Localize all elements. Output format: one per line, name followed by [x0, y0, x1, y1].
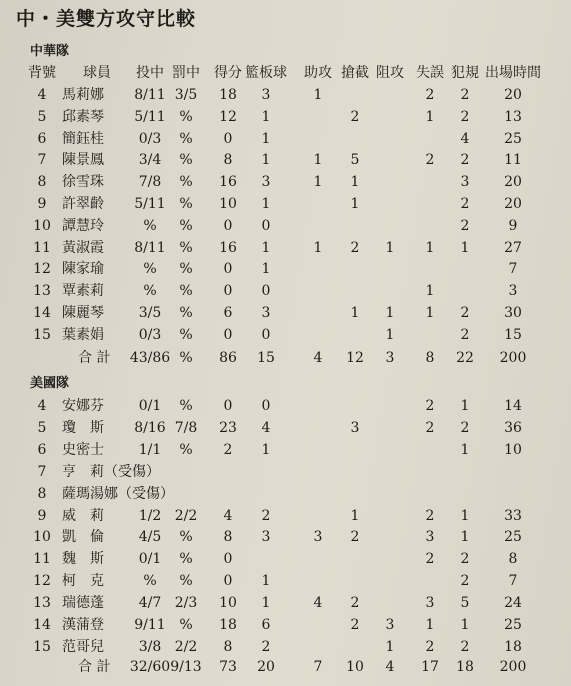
stat-ft: % — [179, 108, 193, 125]
stat-rebounds: 1 — [261, 261, 271, 278]
stat-minutes: 8 — [508, 551, 518, 568]
stat-blocks: 1 — [385, 326, 395, 343]
stat-number: 8 — [37, 485, 47, 502]
stat-assists: 3 — [313, 529, 323, 546]
stat-fouls: 5 — [460, 595, 470, 612]
stat-number: 9 — [37, 196, 47, 212]
total-minutes: 200 — [499, 350, 527, 366]
stat-ft: % — [179, 617, 193, 633]
total-assists: 7 — [313, 659, 323, 675]
stat-turnovers: 2 — [425, 419, 435, 436]
header-made: 投中 — [136, 65, 164, 81]
header-assists: 助攻 — [304, 65, 332, 81]
stat-fouls: 2 — [460, 573, 470, 590]
total-blocks: 3 — [385, 350, 395, 366]
player-name: 瑞德蓬 — [62, 595, 104, 612]
stat-rebounds: 1 — [261, 152, 271, 169]
total-label: 合 計 — [78, 350, 111, 366]
stat-points: 8 — [223, 152, 233, 169]
player-row — [0, 417, 571, 439]
stat-made: 1/1 — [138, 441, 162, 458]
stat-made: % — [143, 261, 157, 278]
stat-number: 5 — [37, 419, 47, 436]
stat-number: 13 — [33, 283, 51, 300]
stat-fouls: 2 — [460, 419, 470, 436]
player-name: 葉素娟 — [62, 326, 104, 343]
team-label: 美國隊 — [30, 376, 70, 391]
total-points: 73 — [219, 659, 237, 675]
total-row — [0, 656, 571, 678]
player-row — [0, 548, 571, 570]
total-ft: 9/13 — [170, 659, 202, 675]
player-name: 陳景鳳 — [62, 152, 104, 169]
stat-made: 7/8 — [138, 174, 162, 191]
stat-rebounds: 3 — [261, 174, 271, 191]
stat-made: 3/4 — [138, 152, 162, 169]
stat-fouls: 1 — [460, 398, 470, 414]
stat-rebounds: 1 — [261, 196, 271, 212]
header-number: 背號 — [28, 65, 56, 81]
player-row — [0, 526, 571, 548]
stat-blocks: 3 — [385, 617, 395, 633]
stat-made: 5/11 — [134, 108, 166, 125]
stat-points: 10 — [219, 595, 237, 612]
player-row — [0, 461, 571, 483]
stat-turnovers: 2 — [425, 551, 435, 568]
player-row — [0, 395, 571, 417]
stat-points: 18 — [219, 87, 237, 103]
stat-points: 8 — [223, 529, 233, 546]
header-ft: 罰中 — [172, 65, 200, 81]
stat-made: 1/2 — [138, 507, 162, 524]
player-name: 黃淑霞 — [62, 239, 104, 256]
stat-blocks: 1 — [385, 638, 395, 655]
stat-fouls: 2 — [460, 108, 470, 125]
stat-points: 0 — [223, 398, 233, 414]
stat-minutes: 25 — [504, 529, 522, 546]
stat-made: 3/5 — [138, 305, 162, 321]
stat-minutes: 18 — [504, 638, 522, 655]
stat-rebounds: 1 — [261, 441, 271, 458]
player-name: 覃素莉 — [62, 283, 104, 300]
stat-rebounds: 0 — [261, 283, 271, 300]
stat-turnovers: 1 — [425, 305, 435, 321]
stat-minutes: 20 — [504, 174, 522, 191]
stat-fouls: 3 — [460, 174, 470, 191]
stat-minutes: 7 — [508, 573, 518, 590]
stat-turnovers: 2 — [425, 638, 435, 655]
stat-number: 12 — [33, 261, 51, 278]
team-label: 中華隊 — [30, 44, 70, 59]
stat-ft: % — [179, 217, 193, 234]
stat-fouls: 1 — [460, 507, 470, 524]
stat-made: 4/7 — [138, 595, 162, 612]
stat-made: 5/11 — [134, 196, 166, 212]
stat-rebounds: 6 — [261, 617, 271, 633]
stat-made: % — [143, 283, 157, 300]
total-points: 86 — [219, 350, 237, 366]
header-points: 得分 — [214, 65, 242, 81]
stat-points: 0 — [223, 551, 233, 568]
total-made: 32/60 — [129, 659, 171, 675]
stat-points: 8 — [223, 638, 233, 655]
stat-rebounds: 0 — [261, 217, 271, 234]
player-name: 馬莉娜 — [62, 87, 104, 103]
stat-made: 4/5 — [138, 529, 162, 546]
player-row — [0, 171, 571, 193]
stat-minutes: 33 — [504, 507, 522, 524]
total-rebounds: 20 — [257, 659, 275, 675]
stat-minutes: 14 — [504, 398, 522, 414]
player-row — [0, 149, 571, 171]
stat-fouls: 2 — [460, 326, 470, 343]
player-name: 柯 克 — [62, 573, 104, 590]
stat-ft: % — [179, 441, 193, 458]
stat-made: % — [143, 573, 157, 590]
total-rebounds: 15 — [257, 350, 275, 366]
stat-points: 0 — [223, 130, 233, 147]
stat-made: 0/3 — [138, 326, 162, 343]
player-row — [0, 280, 571, 302]
stat-rebounds: 3 — [261, 529, 271, 546]
stat-number: 7 — [37, 152, 47, 169]
table-header — [0, 62, 571, 84]
stat-turnovers: 1 — [425, 283, 435, 300]
stat-number: 10 — [33, 529, 51, 546]
stat-number: 15 — [33, 638, 51, 655]
total-fouls: 22 — [456, 350, 474, 366]
stat-turnovers: 1 — [425, 239, 435, 256]
stat-rebounds: 1 — [261, 573, 271, 590]
stat-made: 8/16 — [134, 419, 166, 436]
stat-number: 8 — [37, 174, 47, 191]
stat-made: 0/3 — [138, 130, 162, 147]
stat-assists: 1 — [313, 152, 323, 169]
stat-rebounds: 1 — [261, 239, 271, 256]
stat-number: 15 — [33, 326, 51, 343]
stat-minutes: 27 — [504, 239, 522, 256]
stat-ft: % — [179, 261, 193, 278]
stat-rebounds: 3 — [261, 87, 271, 103]
total-made: 43/86 — [129, 350, 171, 366]
stat-points: 16 — [219, 174, 237, 191]
stat-ft: % — [179, 305, 193, 321]
stat-minutes: 25 — [504, 130, 522, 147]
total-row — [0, 347, 571, 369]
stat-ft: 3/5 — [174, 87, 198, 103]
player-row — [0, 483, 571, 505]
header-player: 球員 — [83, 65, 111, 81]
stat-points: 6 — [223, 305, 233, 321]
stat-fouls: 1 — [460, 239, 470, 256]
player-name: 徐雪珠 — [62, 174, 104, 191]
stat-minutes: 24 — [504, 595, 522, 612]
stat-fouls: 2 — [460, 305, 470, 321]
stat-number: 9 — [37, 507, 47, 524]
stat-steals: 5 — [350, 152, 360, 169]
player-name: 史密士 — [62, 441, 104, 458]
player-name: 邱素琴 — [62, 108, 104, 125]
total-steals: 10 — [346, 659, 364, 675]
stat-made: 8/11 — [134, 87, 166, 103]
stat-ft: % — [179, 239, 193, 256]
stat-points: 0 — [223, 326, 233, 343]
page-title: 中・美雙方攻守比較 — [16, 8, 197, 30]
stat-ft: % — [179, 326, 193, 343]
stat-steals: 3 — [350, 419, 360, 436]
stat-points: 4 — [223, 507, 233, 524]
stat-rebounds: 2 — [261, 638, 271, 655]
stat-assists: 1 — [313, 174, 323, 191]
stat-minutes: 10 — [504, 441, 522, 458]
stat-points: 0 — [223, 261, 233, 278]
stat-minutes: 25 — [504, 617, 522, 633]
player-row — [0, 128, 571, 150]
stat-fouls: 1 — [460, 617, 470, 633]
player-row — [0, 505, 571, 527]
stat-made: 3/8 — [138, 638, 162, 655]
player-row — [0, 324, 571, 346]
stat-points: 16 — [219, 239, 237, 256]
stat-made: % — [143, 217, 157, 234]
stat-ft: % — [179, 529, 193, 546]
stat-number: 6 — [37, 441, 47, 458]
player-name: 許翠齡 — [62, 196, 104, 212]
stat-points: 23 — [219, 419, 237, 436]
stat-fouls: 2 — [460, 87, 470, 103]
stat-minutes: 30 — [504, 305, 522, 321]
stat-rebounds: 0 — [261, 398, 271, 414]
stat-fouls: 2 — [460, 152, 470, 169]
stat-number: 14 — [33, 617, 51, 633]
stat-fouls: 2 — [460, 551, 470, 568]
stat-points: 0 — [223, 573, 233, 590]
stat-assists: 1 — [313, 87, 323, 103]
stat-number: 13 — [33, 595, 51, 612]
total-assists: 4 — [313, 350, 323, 366]
player-row — [0, 237, 571, 259]
player-name: 威 莉 — [62, 507, 104, 524]
stat-points: 2 — [223, 441, 233, 458]
stat-made: 0/1 — [138, 551, 162, 568]
stat-ft: % — [179, 573, 193, 590]
stat-made: 8/11 — [134, 239, 166, 256]
total-turnovers: 17 — [421, 659, 439, 675]
total-label: 合 計 — [78, 659, 111, 675]
header-turnovers: 失誤 — [416, 65, 444, 81]
stat-turnovers: 2 — [425, 152, 435, 169]
total-steals: 12 — [346, 350, 364, 366]
stat-ft: % — [179, 398, 193, 414]
header-steals: 搶截 — [341, 65, 369, 81]
stat-made: 0/1 — [138, 398, 162, 414]
stat-rebounds: 0 — [261, 326, 271, 343]
stat-number: 11 — [33, 239, 51, 256]
player-name: 簡鈺桂 — [62, 130, 104, 147]
stat-turnovers: 2 — [425, 507, 435, 524]
stat-ft: % — [179, 283, 193, 300]
stat-minutes: 20 — [504, 87, 522, 103]
stat-number: 11 — [33, 551, 51, 568]
player-row — [0, 636, 571, 658]
stat-fouls: 2 — [460, 217, 470, 234]
stat-steals: 1 — [350, 174, 360, 191]
stat-rebounds: 3 — [261, 305, 271, 321]
stat-ft: % — [179, 130, 193, 147]
stat-ft: 2/2 — [174, 638, 198, 655]
header-blocks: 阻攻 — [376, 65, 404, 81]
stat-number: 4 — [37, 398, 47, 414]
stat-steals: 1 — [350, 305, 360, 321]
player-name: 魏 斯 — [62, 551, 104, 568]
total-fouls: 18 — [456, 659, 474, 675]
player-row — [0, 302, 571, 324]
player-name: 陳家瑜 — [62, 261, 104, 278]
total-minutes: 200 — [499, 659, 527, 675]
stat-minutes: 9 — [508, 217, 518, 234]
player-row — [0, 592, 571, 614]
stat-fouls: 2 — [460, 196, 470, 212]
stat-ft: 7/8 — [174, 419, 198, 436]
stat-ft: 2/3 — [174, 595, 198, 612]
stat-steals: 1 — [350, 507, 360, 524]
player-name: 譚慧玲 — [62, 217, 104, 234]
stat-ft: % — [179, 196, 193, 212]
stat-number: 12 — [33, 573, 51, 590]
player-name: 凱 倫 — [62, 529, 104, 546]
stat-minutes: 11 — [504, 152, 522, 169]
stat-assists: 4 — [313, 595, 323, 612]
stat-steals: 2 — [350, 595, 360, 612]
player-name: 亨 莉（受傷） — [62, 463, 160, 480]
stat-minutes: 36 — [504, 419, 522, 436]
stat-points: 10 — [219, 196, 237, 212]
stat-minutes: 3 — [508, 283, 518, 300]
stat-rebounds: 1 — [261, 108, 271, 125]
stat-ft: 2/2 — [174, 507, 198, 524]
stat-steals: 1 — [350, 196, 360, 212]
player-row — [0, 215, 571, 237]
stat-minutes: 7 — [508, 261, 518, 278]
stat-turnovers: 3 — [425, 595, 435, 612]
stat-fouls: 1 — [460, 441, 470, 458]
stat-blocks: 1 — [385, 239, 395, 256]
stat-rebounds: 1 — [261, 595, 271, 612]
player-name: 安娜芬 — [62, 398, 104, 414]
stat-minutes: 13 — [504, 108, 522, 125]
total-turnovers: 8 — [425, 350, 435, 366]
player-row — [0, 614, 571, 636]
stat-points: 12 — [219, 108, 237, 125]
total-blocks: 4 — [385, 659, 395, 675]
player-name: 范哥兒 — [62, 638, 104, 655]
stat-number: 5 — [37, 108, 47, 125]
stat-points: 0 — [223, 283, 233, 300]
stat-rebounds: 1 — [261, 130, 271, 147]
stat-rebounds: 2 — [261, 507, 271, 524]
stat-steals: 2 — [350, 108, 360, 125]
player-row — [0, 439, 571, 461]
header-rebounds: 籃板球 — [245, 65, 287, 81]
stat-turnovers: 1 — [425, 617, 435, 633]
stat-turnovers: 1 — [425, 108, 435, 125]
stat-number: 6 — [37, 130, 47, 147]
stat-number: 7 — [37, 463, 47, 480]
stat-fouls: 2 — [460, 638, 470, 655]
stat-minutes: 15 — [504, 326, 522, 343]
stat-rebounds: 4 — [261, 419, 271, 436]
stat-blocks: 1 — [385, 305, 395, 321]
player-name: 薩瑪湯娜（受傷） — [62, 485, 174, 502]
stat-ft: % — [179, 174, 193, 191]
player-row — [0, 570, 571, 592]
stat-turnovers: 2 — [425, 87, 435, 103]
stat-points: 0 — [223, 217, 233, 234]
stat-turnovers: 2 — [425, 398, 435, 414]
stat-steals: 2 — [350, 617, 360, 633]
stat-assists: 1 — [313, 239, 323, 256]
stat-points: 18 — [219, 617, 237, 633]
stat-turnovers: 3 — [425, 529, 435, 546]
stat-ft: % — [179, 551, 193, 568]
stat-steals: 2 — [350, 239, 360, 256]
stat-made: 9/11 — [134, 617, 166, 633]
stat-fouls: 1 — [460, 529, 470, 546]
stat-ft: % — [179, 152, 193, 169]
stat-number: 10 — [33, 217, 51, 234]
stat-fouls: 4 — [460, 130, 470, 147]
total-ft: % — [179, 350, 193, 366]
player-row — [0, 106, 571, 128]
stat-number: 4 — [37, 87, 47, 103]
player-row — [0, 84, 571, 106]
stat-number: 14 — [33, 305, 51, 321]
player-name: 陳麗琴 — [62, 305, 104, 321]
player-row — [0, 193, 571, 215]
player-name: 瓊 斯 — [62, 419, 104, 436]
player-row — [0, 258, 571, 280]
header-minutes: 出場時間 — [485, 65, 541, 81]
stat-steals: 2 — [350, 529, 360, 546]
header-fouls: 犯規 — [451, 65, 479, 81]
player-name: 漢蒲登 — [62, 617, 104, 633]
stat-minutes: 20 — [504, 196, 522, 212]
